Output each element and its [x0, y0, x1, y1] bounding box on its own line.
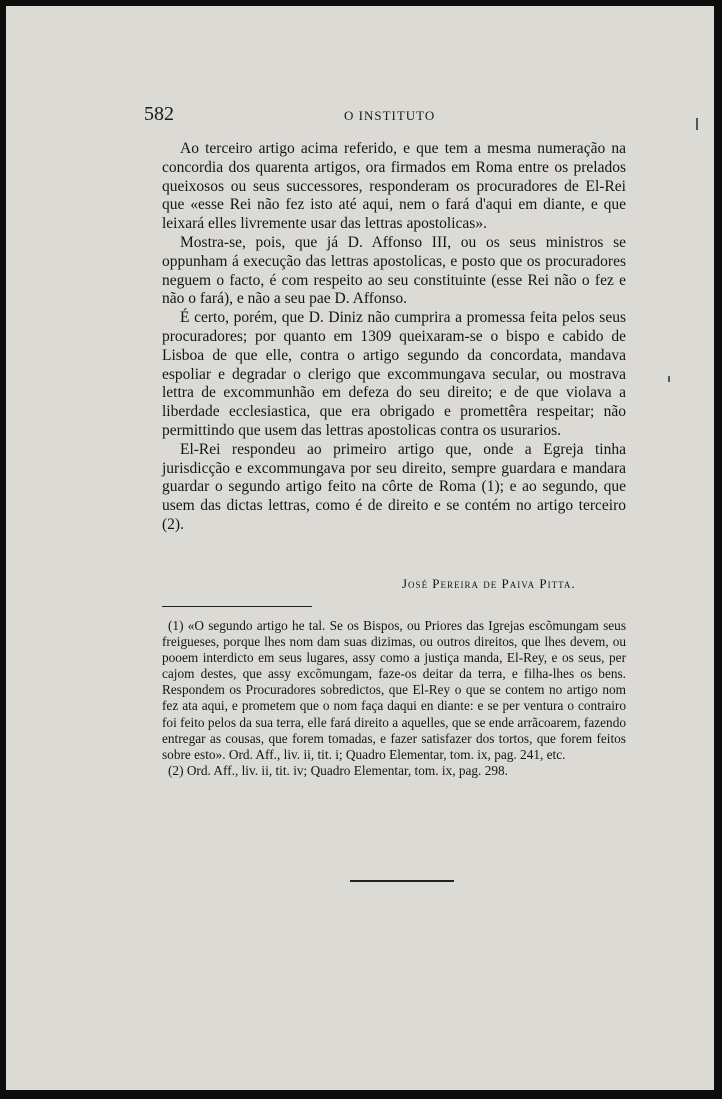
paragraph: Mostra-se, pois, que já D. Affonso III, ou os seus ministros se oppunham á execução das lettras apostolicas, e posto que os procuradores neguem o facto, é com respeito ao seu constituinte (esse Rei não o fez e não o fará), e não a seu pae D. Affonso. — [162, 233, 626, 308]
paragraph: Ao terceiro artigo acima referido, e que tem a mesma numeração na concordia dos quarenta artigos, ora firmados em Roma entre os prelados queixosos ou seus successores, responderam os procuradores de El-Rei que «esse Rei não fez isto até aqui, nem o fará d'aqui em diante, e que leixará elles livremente usar das lettras apostolicas». — [162, 140, 626, 233]
footnotes — [162, 618, 626, 779]
book-page — [6, 6, 714, 1090]
page-number: 582 — [144, 103, 174, 125]
running-title: O INSTITUTO — [344, 108, 436, 123]
footnote: (2) Ord. Aff., liv. ii, tit. iv; Quadro Elementar, tom. ix, pag. 298. — [168, 762, 508, 778]
main-text — [162, 140, 626, 535]
page-header — [6, 103, 714, 127]
author-signature: José Pereira de Paiva Pitta. — [402, 576, 576, 591]
scan-artifact — [696, 118, 698, 130]
paragraph: É certo, porém, que D. Diniz não cumprira a promessa feita pelos seus procuradores; por quanto em 1309 queixaram-se o bispo e cabido de Lisboa de que elle, contra o artigo segundo da concordata, mandava espoliar e degradar o clerigo que excommungava secular, ou mostrava lettra de excommunhão em defeza do seu direito; e de que violava a liberdade ecclesiastica, que era obrigado e promettêra respeitar; não permittindo que usem das lettras apostolicas contra os usurarios. — [162, 309, 626, 439]
footnote-divider — [162, 606, 312, 607]
footnote: (1) «O segundo artigo he tal. Se os Bispos, ou Priores das Igrejas escõmungam seus freigueses, porque lhes nom dam suas dizimas, ou outros direitos, que lhes devem, ou pooem interdicto em seus lugares, assy como a justiça manda, El-Rey, e os seus, per cajom destes, que assy excõmungam, faze-os deitar da terra, e filha-lhes os bens. Respondem os Procuradores sobredictos, que El-Rey o que se contem no artigo nom fez ata aqui, e prometem que o nom faça daqui en diante: e se per ventura o contrairo foi feito pelos da sua terra, elle fará direito a aquelles, que se ende arrãcoarem, fazendo entregar as cousas, que forem tomadas, e fazer satisfazer dos tortos, que forem feitos sobre esto». Ord. Aff., liv. ii, tit. i; Quadro Elementar, tom. ix, pag. 241, etc. — [162, 618, 626, 762]
scan-artifact — [668, 376, 670, 382]
paragraph: El-Rei respondeu ao primeiro artigo que, onde a Egreja tinha jurisdicção e excommungava por seu direito, sempre guardara e mandara guardar o segundo artigo feito na côrte de Roma (1); e ao segundo, que usem das dictas lettras, como é de direito e se contém no artigo terceiro (2). — [162, 440, 626, 533]
end-rule — [350, 880, 454, 882]
